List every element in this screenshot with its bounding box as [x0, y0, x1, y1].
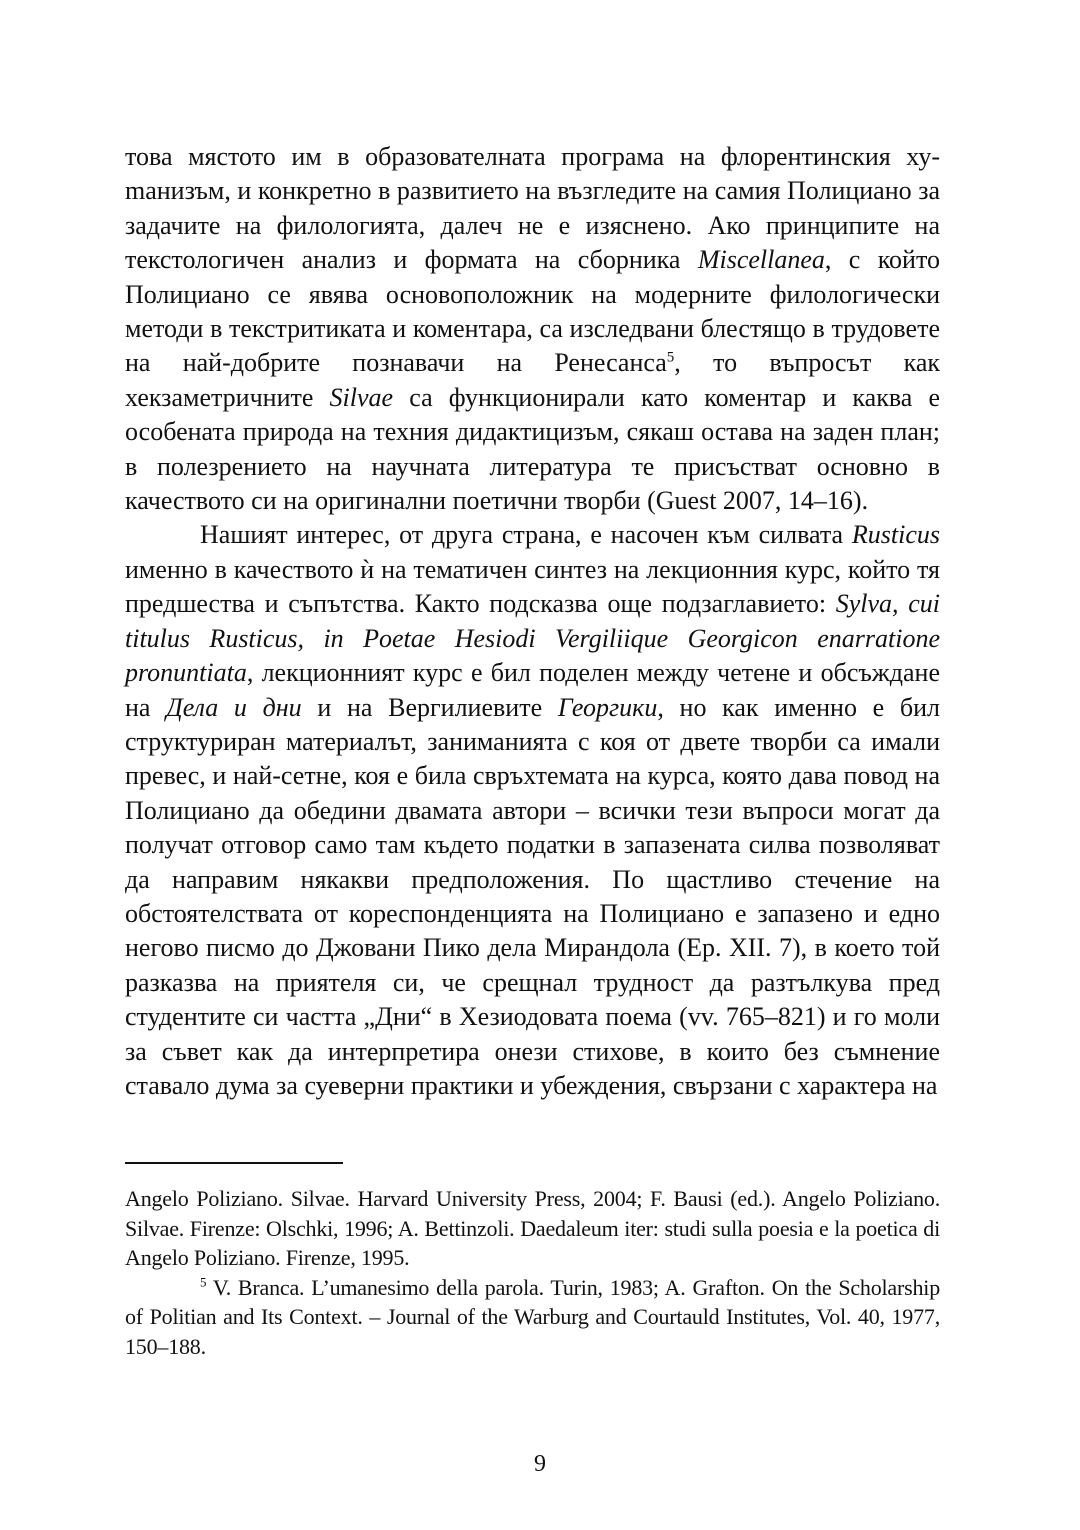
paragraph-2-text-g: и на Вергилиевите — [301, 692, 558, 722]
title-rusticus: Rusticus — [851, 520, 940, 550]
footnote-4-continued: Angelo Poliziano. Silvae. Harvard University Press, 2004; F. Bausi (ed.). Angelo Poliziano. Silvae. Firenze: Olschki, 1996; A. Bettinzoli. Daedaleum iter: studi sulla poesia e la poetica di Angelo Poliziano. Firenze, 1995. — [125, 1186, 940, 1270]
footnote-reference-5: 5 — [666, 349, 675, 366]
footnote-separator — [125, 1162, 343, 1164]
page-number: 9 — [534, 1451, 546, 1477]
footnotes — [125, 1184, 940, 1361]
title-silvae: Silvae — [329, 382, 394, 412]
paragraph-1-text-d: , то въпросът как хекзаметричните — [125, 348, 940, 412]
paragraph-2-text-a: Нашият интерес, от друга страна, е насочен към силвата — [200, 520, 852, 550]
footnote-5-text: V. Branca. L’umanesimo della parola. Turin, 1983; A. Grafton. On the Scholarship of Politian and Its Context. – Journal of the Warburg and Courtauld Institutes, Vol. 40, 1977, 150–188. — [125, 1274, 940, 1359]
footnote-5-marker: 5 — [200, 1274, 207, 1290]
subtitle-latin-quote: Sylva, cui titulus Rusticus, in Poetae Hesiodi Vergiliique Georgicon enarratione pronuntiata — [125, 589, 940, 688]
paragraph-2 — [125, 518, 940, 1103]
paragraph-1-text-a: това мястото им в образователната програма на флорентинския хуmанизъм, и конкретно в развитието на възгледите на самия Полициано за задачите на филологията, далеч не е изяснено. Ако принципите на текстологичен анализ и формата на сборника — [125, 142, 940, 275]
footnote-5 — [125, 1273, 940, 1362]
paragraph-1 — [125, 140, 940, 518]
paragraph-2-text-i: , но как именно е бил структуриран материалът, заниманията с коя от двете творби са имали превес, и най-сетне, коя е била свръхтемата на курса, която дава повод на Полициано да обедини двамата автори – всички тези въпроси могат да получат отговор само там където податки в запазената силва позволяват да направим някакви предположения. По щастливо стечение на обстоятелствата от кореспонденцията на Полициано е запазено и едно негово писмо до Джовани Пико дела Мирандола (Ep. XII. 7), в което той разказва на приятеля си, че срещнал трудност да разтълкува пред студентите си частта „Дни“ в Хезиодовата поема (vv. 765–821) и го моли за съвет как да интерпретира онези стихове, в които без съмнение ставало дума за суеверни практики и убеждения, свързани с характера на — [125, 692, 941, 1100]
paragraph-2-text-c: именно в качеството ѝ на тематичен синтез на лекционния курс, който тя предшества и съпътства. Както подсказва още подзаглавието: — [125, 554, 940, 619]
title-georgics: Георгики — [557, 692, 658, 722]
title-works-and-days: Дела и дни — [166, 692, 302, 722]
paragraph-1-text-c: , с който Полициано се явява основоположник на модерните филологически методи в текстритиката и коментара, са изследвани блестящо в трудовете на най-добрите познавачи на Ренесанса — [125, 245, 940, 378]
paragraph-2-text-e: , лекционният курс е бил поделен между четене и обсъждане на — [125, 658, 940, 722]
main-text — [125, 140, 940, 1103]
title-miscellanea: Miscellanea — [697, 245, 825, 275]
paragraph-1-text-f: са функционирали като коментар и каква е особената природа на техния дидактицизъм, сякаш остава на заден план; в полезрението на научната литература те присъстват основно в качеството си на оригинални поетични творби (Guest 2007, 14–16). — [125, 382, 940, 516]
